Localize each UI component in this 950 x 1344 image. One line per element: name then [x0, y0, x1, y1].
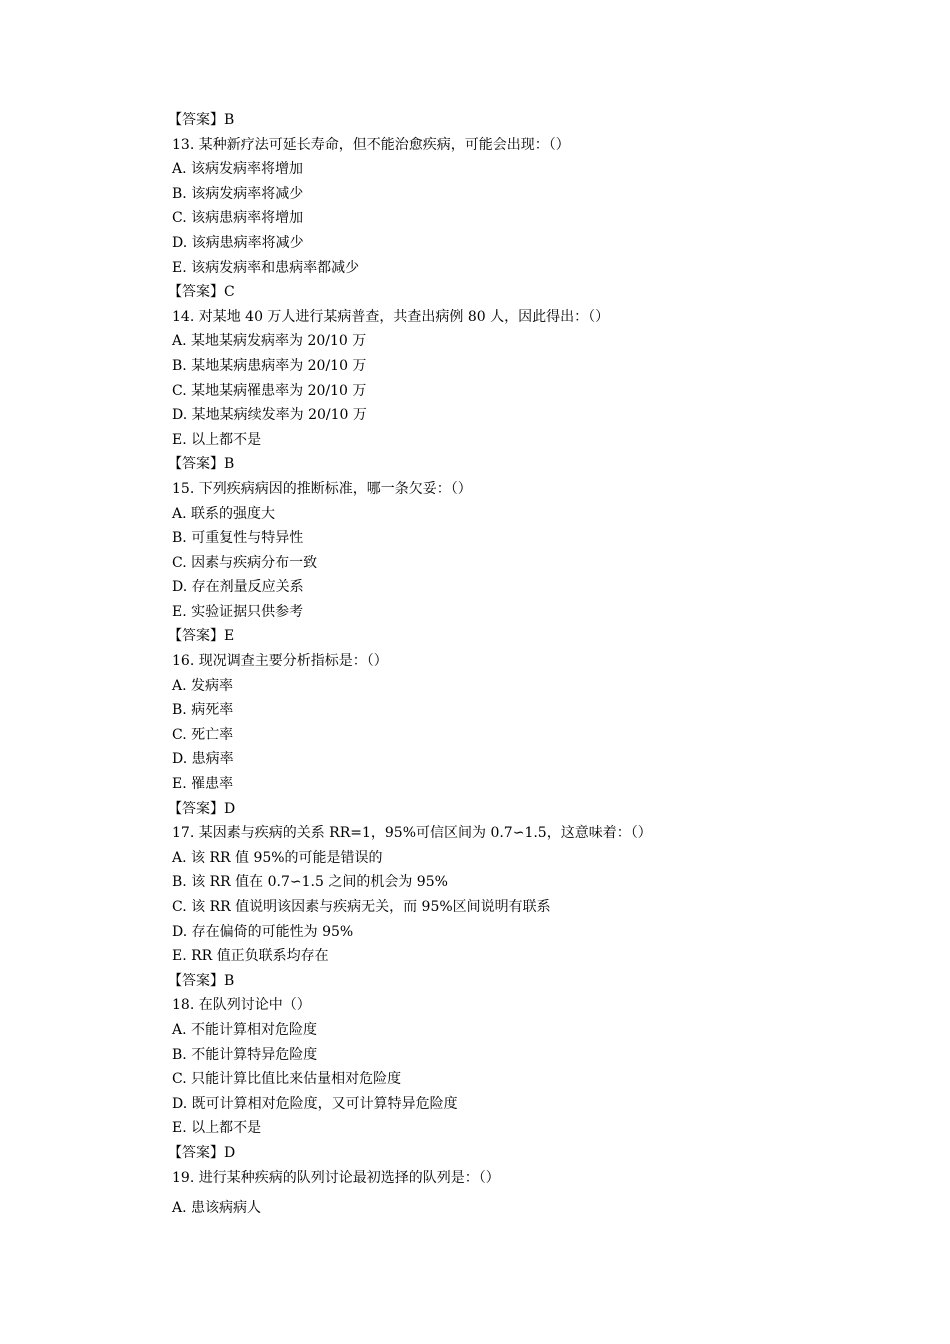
answer-option: D. 某地某病续发率为 20/10 万 [172, 407, 367, 424]
answer-line: 【答案】B [168, 456, 235, 473]
answer-line: 【答案】B [168, 112, 235, 128]
answer-option: A. 不能计算相对危险度 [172, 1021, 318, 1038]
answer-option: E. 该病发病率和患病率都减少 [172, 259, 360, 276]
answer-option: A. 该病发病率将增加 [172, 161, 304, 178]
question-stem: 13. 某种新疗法可延长寿命，但不能治愈疾病，可能会出现：（） [172, 136, 570, 153]
answer-option: C. 该病患病率将增加 [172, 210, 304, 227]
answer-option: A. 患该病病人 [172, 1200, 262, 1217]
answer-option: D. 既可计算相对危险度，又可计算特异危险度 [172, 1095, 458, 1112]
answer-option: C. 该 RR 值说明该因素与疾病无关，而 95%区间说明有联系 [172, 899, 551, 915]
answer-option: D. 存在偏倚的可能性为 95% [172, 923, 354, 940]
answer-option: C. 只能计算比值比来估量相对危险度 [172, 1071, 402, 1088]
answer-option: E. RR 值正负联系均存在 [172, 948, 329, 965]
answer-option: E. 以上都不是 [172, 1120, 262, 1137]
answer-option: A. 该 RR 值 95%的可能是错误的 [172, 849, 383, 866]
answer-option: A. 发病率 [172, 677, 234, 694]
answer-option: B. 可重复性与特异性 [172, 530, 304, 547]
answer-option: C. 死亡率 [172, 726, 234, 743]
answer-option: E. 实验证据只供参考 [172, 603, 304, 620]
answer-line: 【答案】D [168, 1144, 236, 1161]
answer-line: 【答案】E [168, 628, 235, 645]
question-stem: 19. 进行某种疾病的队列讨论最初选择的队列是：（） [172, 1169, 500, 1186]
answer-option: B. 该病发病率将减少 [172, 185, 304, 202]
answer-line: 【答案】C [168, 284, 235, 301]
question-stem: 18. 在队列讨论中（） [172, 997, 311, 1014]
answer-option: B. 不能计算特异危险度 [172, 1046, 318, 1063]
document-body [168, 108, 872, 1221]
question-stem: 16. 现况调查主要分析指标是：（） [172, 653, 388, 670]
answer-option: C. 因素与疾病分布一致 [172, 554, 318, 571]
answer-option: D. 患病率 [172, 751, 234, 768]
answer-option: E. 以上都不是 [172, 431, 262, 448]
answer-option: D. 该病患病率将减少 [172, 234, 304, 251]
answer-option: C. 某地某病罹患率为 20/10 万 [172, 382, 367, 399]
answer-option: A. 某地某病发病率为 20/10 万 [172, 333, 367, 350]
answer-option: B. 该 RR 值在 0.7∽1.5 之间的机会为 95% [172, 874, 448, 891]
question-stem: 14. 对某地 40 万人进行某病普查，共查出病例 80 人，因此得出：（） [172, 308, 610, 325]
question-stem: 17. 某因素与疾病的关系 RR=1，95%可信区间为 0.7∽1.5，这意味着：（） [172, 825, 652, 842]
answer-line: 【答案】B [168, 972, 235, 989]
answer-option: E. 罹患率 [172, 776, 234, 793]
answer-option: B. 病死率 [172, 702, 234, 719]
answer-option: D. 存在剂量反应关系 [172, 579, 304, 596]
answer-option: A. 联系的强度大 [172, 505, 276, 522]
answer-line: 【答案】D [168, 800, 236, 817]
answer-option: B. 某地某病患病率为 20/10 万 [172, 357, 367, 374]
question-stem: 15. 下列疾病病因的推断标准，哪一条欠妥：（） [172, 480, 472, 497]
